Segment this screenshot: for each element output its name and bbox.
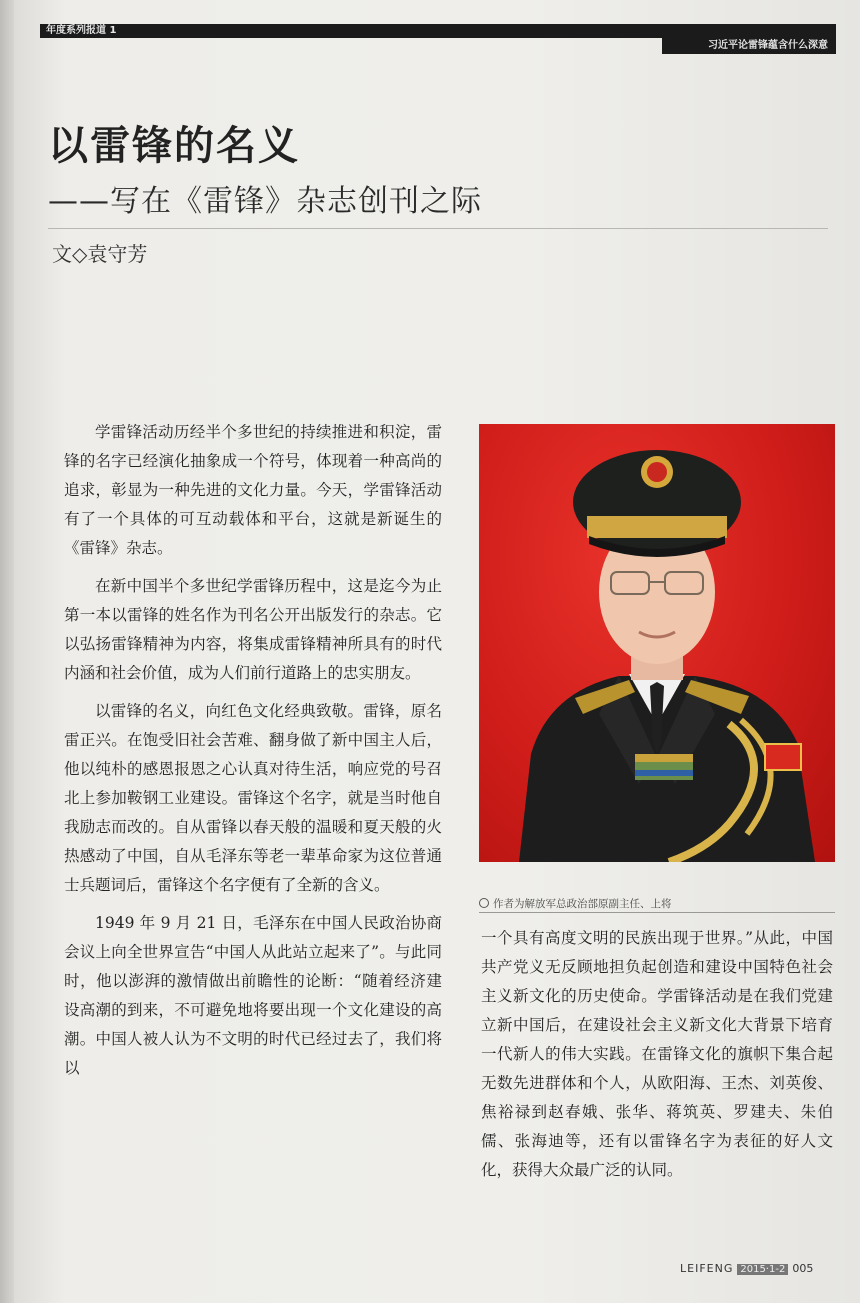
section-header-bar xyxy=(40,24,836,38)
page-gutter xyxy=(0,0,14,1303)
magazine-brand: LEIFENG xyxy=(680,1262,734,1275)
paragraph: 1949 年 9 月 21 日，毛泽东在中国人民政治协商会议上向全世界宣告“中国人从此站立起来了”。与此同时，他以澎湃的激情做出前瞻性的论断：“随着经济建设高潮的到来，不可避免地将要出现一个文化建设的高潮。中国人被人认为不文明的时代已经过去了，我们将以 xyxy=(64,914,442,1077)
photo-caption-text: 作者为解放军总政治部原副主任、上将 xyxy=(493,898,672,910)
paragraph: 学雷锋活动历经半个多世纪的持续推进和积淀，雷锋的名字已经演化抽象成一个符号，体现着一种高尚的追求，彰显为一种先进的文化力量。今天，学雷锋活动有了一个具体的可互动载体和平台，这就是新诞生的《雷锋》杂志。 xyxy=(64,423,442,557)
article-subtitle: ——写在《雷锋》杂志创刊之际 xyxy=(48,184,482,219)
issue-label: 2015·1-2 xyxy=(737,1264,788,1275)
series-tag: 习近平论雷锋蕴含什么深意 xyxy=(708,40,828,51)
page-number: 005 xyxy=(792,1262,814,1275)
bullet-circle-icon xyxy=(479,898,489,908)
photo-caption xyxy=(479,896,835,911)
left-column xyxy=(64,418,442,1083)
caption-divider xyxy=(479,912,835,913)
officer-portrait-illustration xyxy=(479,424,835,862)
right-column xyxy=(481,924,833,1185)
byline: 文◇袁守芳 xyxy=(52,242,148,266)
section-tag: 年度系列报道 1 xyxy=(46,25,117,36)
series-header-bar xyxy=(662,38,836,54)
title-divider xyxy=(48,228,828,229)
paragraph: 一个具有高度文明的民族出现于世界。”从此，中国共产党义无反顾地担负起创造和建设中国特色社会主义新文化的历史使命。学雷锋活动是在我们党建立新中国后，在建设社会主义新文化大背景下培育一代新人的伟大实践。在雷锋文化的旗帜下集合起无数先进群体和个人，从欧阳海、王杰、刘英俊、焦裕禄到赵春娥、张华、蒋筑英、罗建夫、朱伯儒、张海迪等，还有以雷锋名字为表征的好人文化，获得大众最广泛的认同。 xyxy=(481,929,833,1179)
paragraph: 以雷锋的名义，向红色文化经典致敬。雷锋，原名雷正兴。在饱受旧社会苦难、翻身做了新中国主人后，他以纯朴的感恩报恩之心认真对待生活，响应党的号召北上参加鞍钢工业建设。雷锋这个名字，就是当时他自我励志而改的。自从雷锋以春天般的温暖和夏天般的火热感动了中国，自从毛泽东等老一辈革命家为这位普通士兵题词后，雷锋这个名字便有了全新的含义。 xyxy=(64,702,442,894)
author-photo xyxy=(479,424,835,862)
article-title: 以雷锋的名义 xyxy=(48,123,300,169)
paragraph: 在新中国半个多世纪学雷锋历程中，这是迄今为止第一本以雷锋的姓名作为刊名公开出版发行的杂志。它以弘扬雷锋精神为内容，将集成雷锋精神所具有的时代内涵和社会价值，成为人们前行道路上的忠实朋友。 xyxy=(64,577,442,682)
page-footer xyxy=(680,1262,813,1275)
